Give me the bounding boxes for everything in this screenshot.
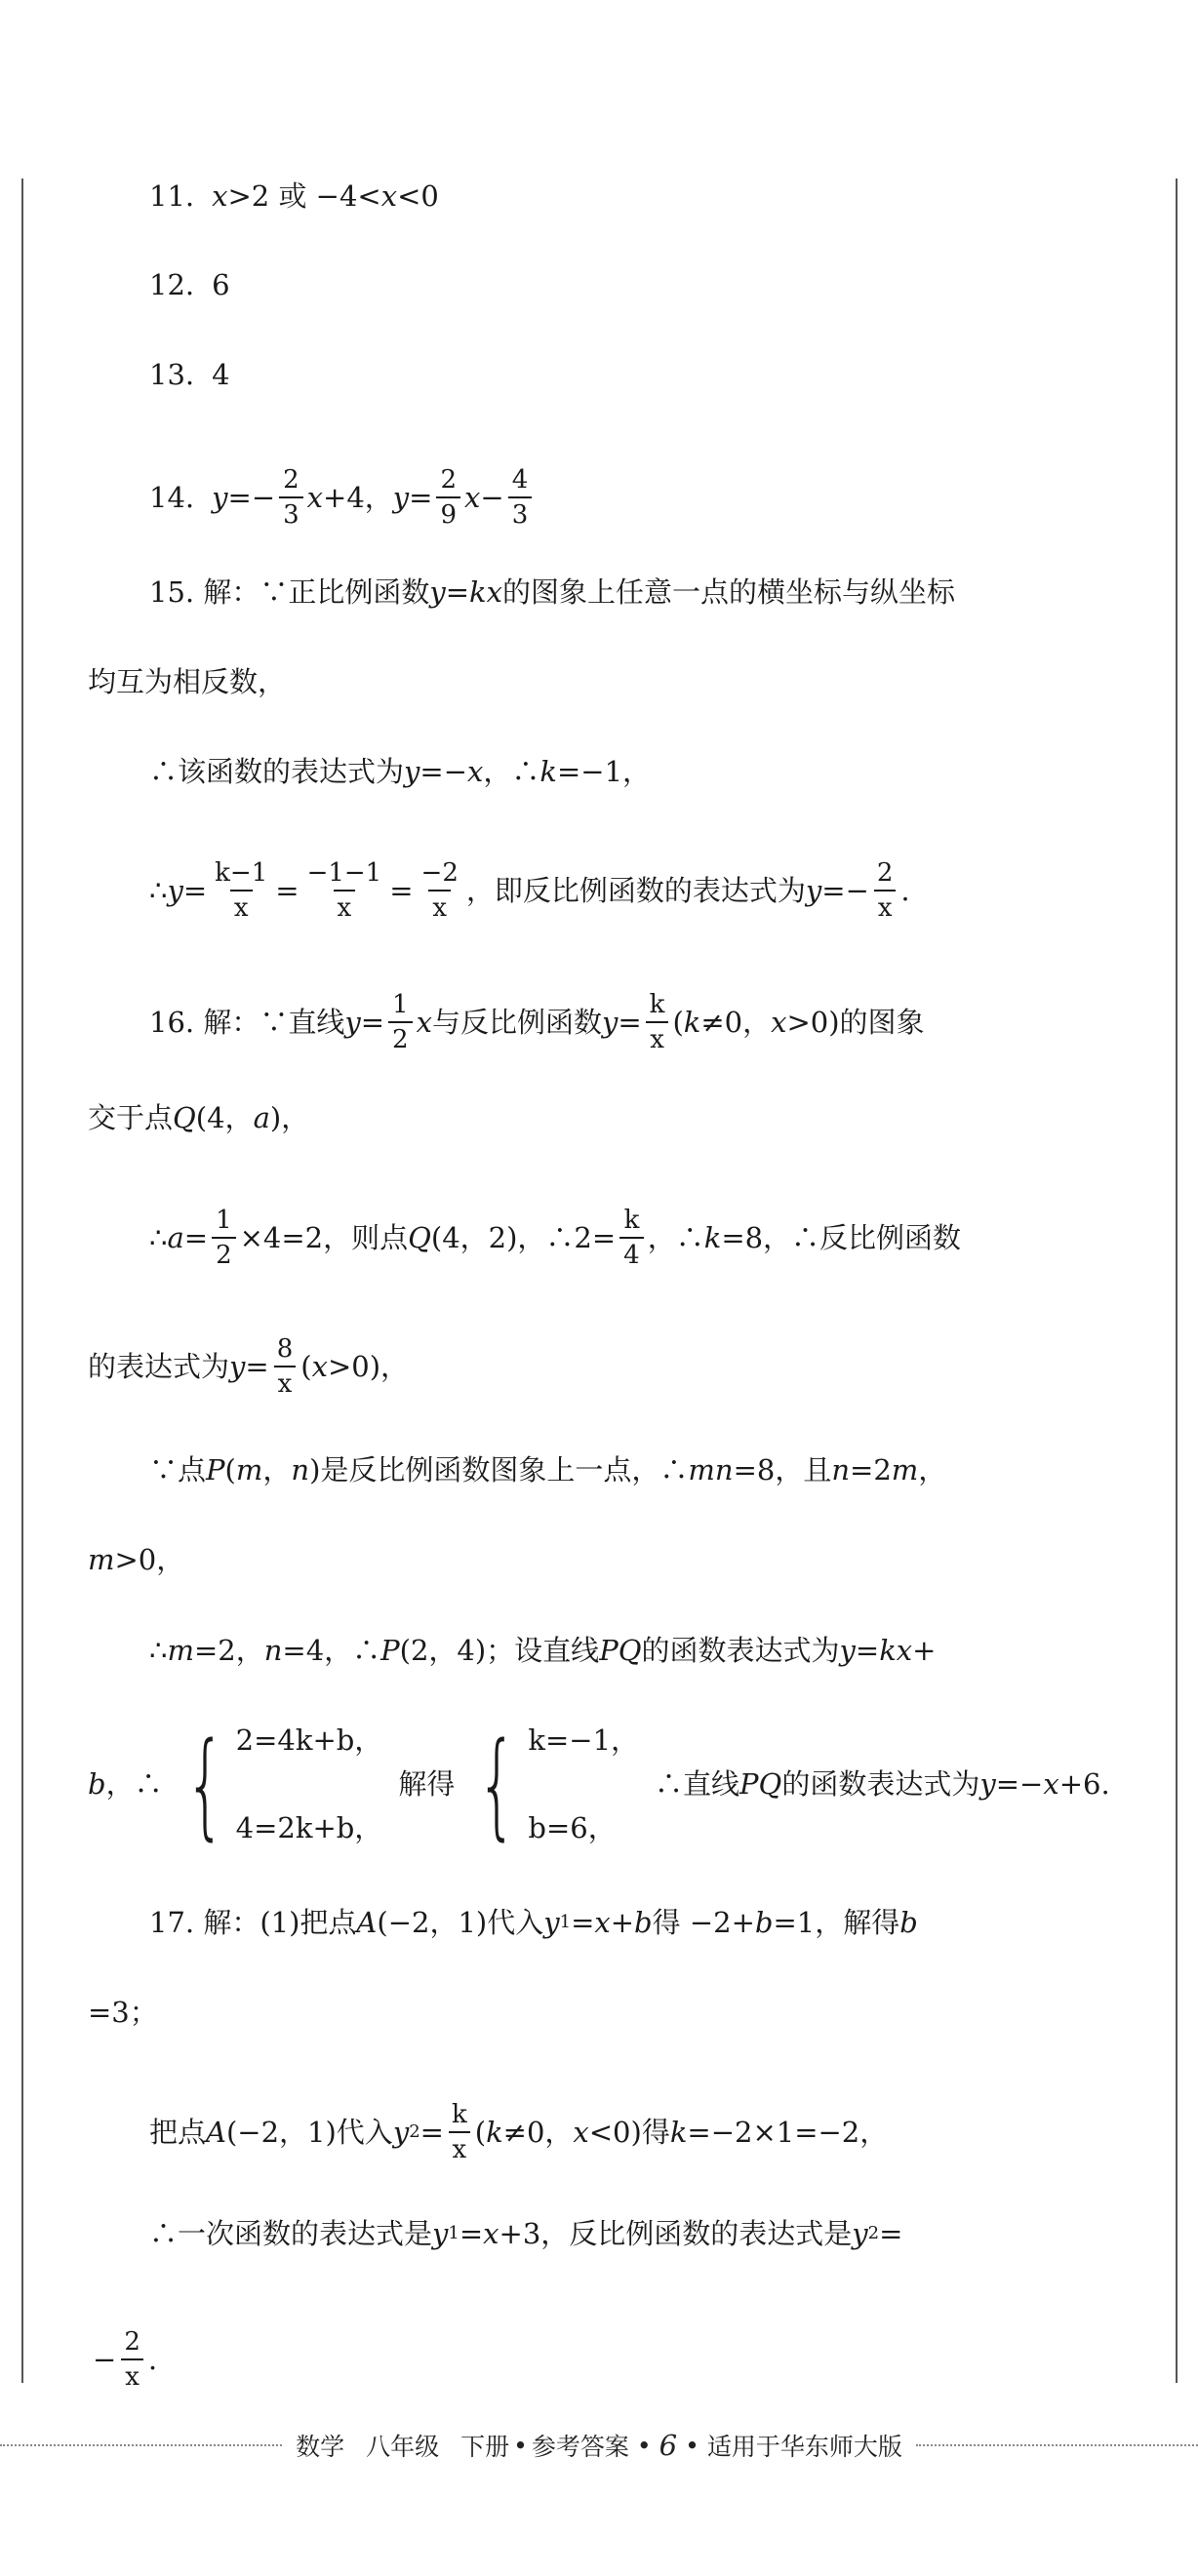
answer-17-line-5 <box>93 2329 157 2390</box>
text: + <box>610 1906 635 1939</box>
text: = <box>445 575 470 609</box>
fraction: $\frac{1}{2}$ <box>212 1208 236 1268</box>
text: +6. <box>1058 1767 1110 1801</box>
var-n: n <box>263 1634 283 1667</box>
var-m: m <box>167 1634 194 1667</box>
text: (−2，1)代入 <box>377 1906 544 1939</box>
answer-17-line-3 <box>149 2102 888 2162</box>
text: <0)得 <box>588 2116 670 2149</box>
footer-separator: • <box>513 2431 528 2460</box>
var-b: b <box>899 1906 918 1939</box>
answer-12 <box>149 266 230 303</box>
text: ∴该函数的表达式为 <box>149 755 405 788</box>
text: =− <box>821 874 869 907</box>
answer-11 <box>149 178 439 215</box>
var-n: n <box>291 1453 310 1486</box>
text: >0)， <box>327 1350 410 1383</box>
item-number: 11. <box>149 179 195 213</box>
answer-16-line-3 <box>149 1208 961 1268</box>
answer-16-line-2 <box>88 1099 309 1136</box>
footer-subject: 数学 <box>296 2433 345 2461</box>
text: >0)的图象 <box>786 1006 925 1039</box>
text: ，∴ <box>105 1767 163 1801</box>
var-PQ: PQ <box>739 1767 782 1801</box>
var-y: y <box>543 1906 560 1939</box>
var-k: k <box>703 1221 722 1254</box>
var-y: y <box>392 481 410 514</box>
page-footer <box>0 2426 1198 2465</box>
answer-16-line-7 <box>149 1632 936 1669</box>
text: . <box>900 874 910 907</box>
var-x: x <box>311 1350 328 1383</box>
var-x: x <box>212 179 228 213</box>
var-n: n <box>831 1453 851 1486</box>
var-y: y <box>229 1350 246 1383</box>
var-x: x <box>306 481 324 514</box>
item-number: 13. <box>149 358 195 391</box>
fraction: $\frac{k}{4}$ <box>619 1208 644 1268</box>
text: ，即反比例函数的表达式为 <box>465 874 806 907</box>
text: =4，∴ <box>282 1634 381 1667</box>
var-y: y <box>167 874 183 907</box>
text: = <box>571 1906 595 1939</box>
footer-section: 参考答案 <box>531 2433 629 2461</box>
answer-13 <box>149 356 230 393</box>
fraction: $\frac{k-1}{x}$ <box>215 858 268 923</box>
var-x: x <box>380 179 398 213</box>
text: +4， <box>323 481 393 514</box>
text: 与反比例函数 <box>431 1006 602 1039</box>
var-a: a <box>167 1221 184 1254</box>
footer-dotted-rule-right <box>916 2444 1198 2446</box>
text: =8，且 <box>733 1453 832 1486</box>
text: ( <box>224 1453 236 1486</box>
text: ∴直线 <box>655 1767 740 1801</box>
answer-value: 6 <box>212 268 230 301</box>
text: = <box>409 481 433 514</box>
footer-grade: 八年级 <box>366 2433 440 2461</box>
var-y: y <box>979 1767 996 1801</box>
text: =2， <box>193 1634 264 1667</box>
text: ，∴ <box>647 1221 704 1254</box>
subscript: 2 <box>409 2121 420 2142</box>
var-x: x <box>467 755 484 788</box>
answer-17-line-1 <box>149 1904 918 1941</box>
text: ≠0， <box>700 1006 772 1039</box>
text: = <box>245 1350 269 1383</box>
text: >2 或 −4< <box>227 179 381 213</box>
var-y: y <box>432 2217 449 2250</box>
var-y: y <box>344 1006 361 1039</box>
equation-row: 2=4k+b， <box>235 1724 383 1757</box>
text: ( <box>672 1006 684 1039</box>
text: =3； <box>88 1996 158 2029</box>
text: . <box>147 2343 158 2376</box>
var-b: b <box>88 1767 106 1801</box>
text: ∴一次函数的表达式是 <box>149 2217 433 2250</box>
var-y: y <box>392 2116 410 2149</box>
text: 的函数表达式为 <box>641 1634 840 1667</box>
text: 交于点 <box>88 1101 174 1134</box>
subscript: 2 <box>867 2223 880 2243</box>
text: − <box>93 2343 117 2376</box>
text: − <box>480 481 504 514</box>
text: 的函数表达式为 <box>781 1767 980 1801</box>
var-m: m <box>88 1543 115 1576</box>
var-a: a <box>253 1101 270 1134</box>
equation-row: 4=2k+b， <box>235 1811 383 1844</box>
text: =−1， <box>556 755 652 788</box>
text: = <box>855 1634 880 1667</box>
fraction: $\frac{-2}{x}$ <box>420 858 459 923</box>
var-x: x <box>1043 1767 1059 1801</box>
answer-17-line-2 <box>88 1994 158 2031</box>
text: ( <box>300 1350 312 1383</box>
var-b: b <box>754 1906 774 1939</box>
text: =− <box>419 755 468 788</box>
text: =− <box>995 1767 1044 1801</box>
fraction: $\frac{8}{x}$ <box>273 1336 298 1397</box>
var-x: x <box>483 2217 499 2250</box>
text: + <box>912 1634 937 1667</box>
footer-volume: 下册 <box>460 2433 510 2461</box>
var-y: y <box>429 575 446 609</box>
var-k: k <box>683 1006 701 1039</box>
footer-page-number: 6 <box>659 2429 678 2462</box>
var-k: k <box>669 2116 688 2149</box>
var-k: k <box>486 2116 503 2149</box>
text: =−2×1=−2， <box>687 2116 889 2149</box>
footer-edition: 适用于华东师大版 <box>706 2433 902 2461</box>
answer-16-line-5 <box>149 1451 946 1488</box>
var-mn: mn <box>688 1453 734 1486</box>
text: (4， <box>195 1101 254 1134</box>
text: = <box>182 874 208 907</box>
var-PQ: PQ <box>599 1634 642 1667</box>
answer-14 <box>149 467 536 528</box>
var-x: x <box>464 481 481 514</box>
fraction: $\frac{2}{9}$ <box>436 467 460 528</box>
text: =− <box>227 481 276 514</box>
text: = <box>360 1006 385 1039</box>
text: +3，反比例函数的表达式是 <box>499 2217 853 2250</box>
text: =8，∴反比例函数 <box>721 1221 962 1254</box>
fraction: $\frac{k}{x}$ <box>448 2102 471 2162</box>
text: ( <box>474 2116 487 2149</box>
var-y: y <box>805 874 822 907</box>
var-P: P <box>380 1634 400 1667</box>
var-x: x <box>771 1006 787 1039</box>
text: ∴ <box>149 1634 168 1667</box>
item-number: 14. <box>149 481 195 514</box>
var-b: b <box>634 1906 653 1939</box>
fraction: $\frac{k}{x}$ <box>646 992 669 1052</box>
subscript: 1 <box>559 1912 572 1932</box>
text: = <box>459 2217 484 2250</box>
var-y: y <box>839 1634 856 1667</box>
fraction: $\frac{1}{2}$ <box>388 992 413 1052</box>
right-margin-rule <box>1176 178 1178 2383</box>
footer-separator: • <box>636 2431 652 2460</box>
text: ∵点 <box>149 1453 207 1486</box>
text: =2 <box>850 1453 892 1486</box>
var-P: P <box>206 1453 225 1486</box>
var-kx: kx <box>879 1634 913 1667</box>
answer-15-line-2 <box>88 663 286 700</box>
var-x: x <box>416 1006 432 1039</box>
text: ，∴ <box>483 755 540 788</box>
text: ×4=2，则点 <box>239 1221 409 1254</box>
text: 15. 解：∵正比例函数 <box>149 575 430 609</box>
text: (−2，1)代入 <box>225 2116 393 2149</box>
text: = <box>389 874 414 907</box>
var-Q: Q <box>408 1221 431 1254</box>
text: = <box>183 1221 209 1254</box>
fraction: $\frac{4}{3}$ <box>508 467 533 528</box>
var-y: y <box>404 755 420 788</box>
text: (2，4)；设直线 <box>399 1634 600 1667</box>
equation-system-2 <box>460 1717 640 1851</box>
var-m: m <box>235 1453 263 1486</box>
var-A: A <box>206 2116 226 2149</box>
answer-17-line-4 <box>149 2215 902 2252</box>
text: =1，解得 <box>773 1906 900 1939</box>
text: ， <box>918 1453 947 1486</box>
var-kx: kx <box>469 575 502 609</box>
var-m: m <box>891 1453 919 1486</box>
text: 把点 <box>149 2116 207 2149</box>
text: ∴ <box>149 874 168 907</box>
text: 均互为相反数， <box>88 665 287 698</box>
var-y: y <box>852 2217 868 2250</box>
var-k: k <box>539 755 557 788</box>
text: 17. 解：(1)把点 <box>149 1906 357 1939</box>
answer-16-line-4 <box>88 1336 409 1397</box>
text: 的表达式为 <box>88 1350 230 1383</box>
text: <0 <box>397 179 439 213</box>
footer-dotted-rule-left <box>0 2444 282 2446</box>
fraction: $\frac{2}{x}$ <box>873 860 898 921</box>
equation-system-1 <box>169 1717 383 1851</box>
text: )， <box>269 1101 310 1134</box>
var-y: y <box>212 481 228 514</box>
var-x: x <box>573 2116 589 2149</box>
answer-16-line-6 <box>88 1541 184 1578</box>
text: = <box>879 2217 903 2250</box>
brace-icon: { <box>477 1717 518 1851</box>
var-x: x <box>594 1906 611 1939</box>
text: = <box>618 1006 642 1039</box>
text: 16. 解：∵直线 <box>149 1006 345 1039</box>
subscript: 1 <box>448 2223 459 2243</box>
equation-row: b=6， <box>528 1811 617 1844</box>
answer-15-line-3 <box>149 753 651 790</box>
text: = <box>275 874 300 907</box>
text: ≠0， <box>502 2116 574 2149</box>
answer-15-line-1 <box>149 574 955 611</box>
item-number: 12. <box>149 268 195 301</box>
var-A: A <box>356 1906 378 1939</box>
text: = <box>419 2116 444 2149</box>
var-y: y <box>601 1006 619 1039</box>
footer-separator: • <box>685 2431 699 2460</box>
var-Q: Q <box>173 1101 196 1134</box>
text: >0， <box>114 1543 185 1576</box>
fraction: $\frac{2}{3}$ <box>279 467 303 528</box>
left-margin-rule <box>21 178 23 2383</box>
answer-16-line-8 <box>88 1717 1110 1851</box>
text: (4，2)，∴2= <box>430 1221 617 1254</box>
answer-15-line-4 <box>149 860 910 921</box>
equation-row: k=−1， <box>528 1724 640 1757</box>
brace-icon: { <box>184 1717 225 1851</box>
text: ∴ <box>149 1221 168 1254</box>
text: 得 −2+ <box>652 1906 755 1939</box>
text: 的图象上任意一点的横坐标与纵坐标 <box>501 575 955 609</box>
text: 解得 <box>398 1767 456 1801</box>
answer-16-line-1 <box>149 992 925 1052</box>
fraction: $\frac{-1-1}{x}$ <box>306 858 382 923</box>
fraction: $\frac{2}{x}$ <box>120 2329 144 2390</box>
answer-value: 4 <box>212 358 230 391</box>
text: )是反比例函数图象上一点，∴ <box>309 1453 689 1486</box>
text: ， <box>262 1453 292 1486</box>
